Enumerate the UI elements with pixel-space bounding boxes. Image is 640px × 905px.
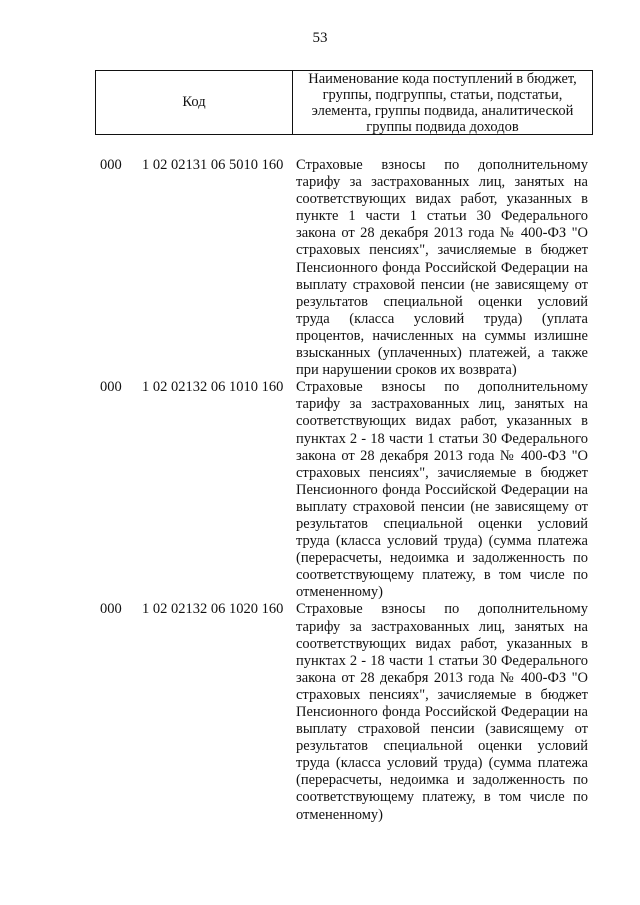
row-description: Страховые взносы по дополнительному тарифу за застрахованных лиц, занятых на соответствующих видах работ, указанных в пунктах 2 - 18 части 1 статьи 30 Федерального закона от 28 декабря 2013 года № 400-ФЗ "О страховых пенсиях", зачисляемые в бюджет Пенсионного фонда Российской Федерации на выплату страховой пенсии (зависящему от результатов специальной оценки условий труда (класса условий труда) (сумма платежа (перерасчеты, недоимка и задолженность по соответствующему платежу, в том числе по отмененному): [296, 601, 588, 823]
classification-code: 1 02 02131 06 5010 160: [142, 157, 284, 173]
classification-code: 1 02 02132 06 1010 160: [142, 379, 284, 396]
admin-code: 000: [100, 601, 122, 618]
admin-code: 000: [100, 379, 122, 396]
classification-code: 1 02 02132 06 1020 160: [142, 601, 284, 618]
table-header: [95, 70, 593, 135]
row-description: Страховые взносы по дополнительному тарифу за застрахованных лиц, занятых на соответствующих видах работ, указанных в пунктах 2 - 18 части 1 статьи 30 Федерального закона от 28 декабря 2013 года № 400-ФЗ "О страховых пенсиях", зачисляемые в бюджет Пенсионного фонда Российской Федерации на выплату страховой пенсии (не зависящему от результатов специальной оценки условий труда (класса условий труда) (сумма платежа (перерасчеты, недоимка и задолженность по соответствующему платежу, в том числе по отмененному): [296, 379, 588, 601]
table-row: [0, 379, 640, 601]
page-number: 53: [312, 30, 328, 46]
header-code-label: Код: [96, 71, 293, 134]
admin-code: 000: [100, 157, 122, 173]
row-description: Страховые взносы по дополнительному тарифу за застрахованных лиц, занятых на соответствующих видах работ, указанных в пункте 1 части 1 статьи 30 Федерального закона от 28 декабря 2013 года № 400-ФЗ "О страховых пенсиях", зачисляемые в бюджет Пенсионного фонда Российской Федерации на выплату страховой пенсии (не зависящему от результатов специальной оценки условий труда (класса условий труда) (уплата процентов, начисленных на суммы излишне взысканных (уплаченных) платежей, а также при нарушении сроков их возврата): [296, 157, 588, 379]
table-body: [0, 157, 640, 824]
header-name-label: Наименование кода поступлений в бюджет, группы, подгруппы, статьи, подстатьи, элемента, группы подвида, аналитической группы подвида доходов: [308, 70, 577, 135]
table-row: [0, 157, 640, 379]
table-row: [0, 601, 640, 823]
